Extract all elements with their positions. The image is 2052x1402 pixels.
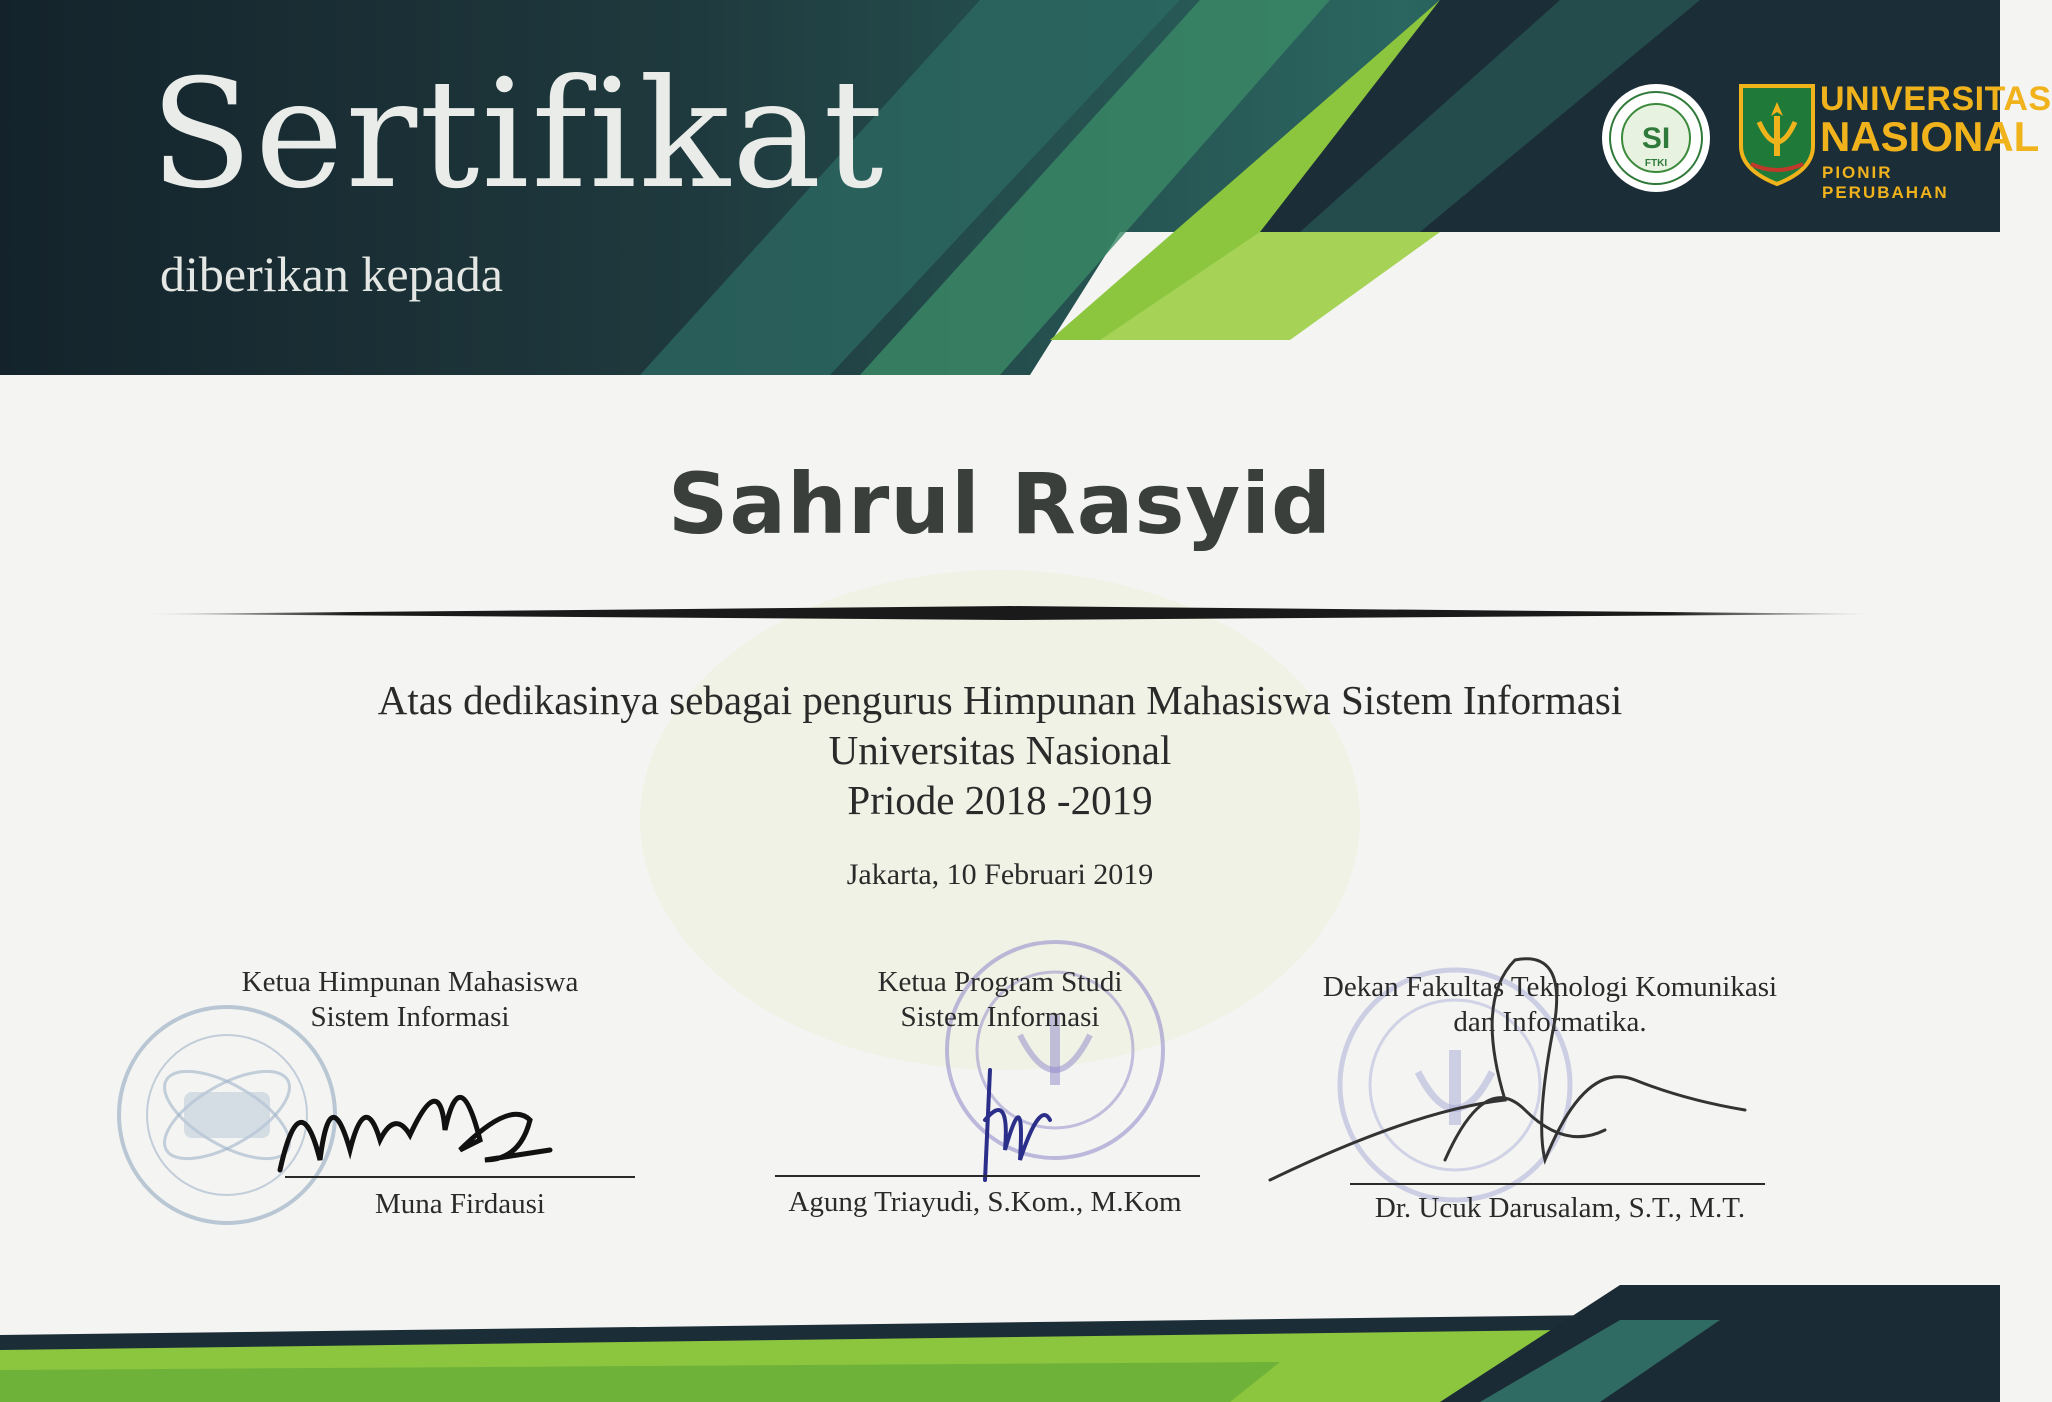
dedication-line-3: Priode 2018 -2019: [847, 777, 1153, 823]
signatory-3-signature: [1265, 940, 1765, 1190]
signatory-1-title: [160, 965, 660, 1035]
signatory-2-signature: [970, 1060, 1070, 1190]
certificate-title: Sertifikat: [150, 48, 886, 222]
dedication-line-2: Universitas Nasional: [828, 727, 1172, 773]
ftki-logo-label: SI: [1641, 122, 1671, 155]
certificate-subtitle: diberikan kepada: [160, 246, 503, 302]
university-tagline: PIONIR PERUBAHAN: [1822, 163, 1949, 202]
signatory-2-title-line-2: Sistem Informasi: [900, 1000, 1100, 1033]
recipient-name: Sahrul Rasyid: [667, 455, 1333, 553]
university-name-line2: NASIONAL: [1820, 113, 2040, 160]
ftki-logo: [1600, 82, 1712, 194]
signatory-1-signature: [270, 1040, 570, 1180]
signatory-1-name: Muna Firdausi: [375, 1188, 545, 1220]
university-shield-logo: [1737, 82, 1817, 186]
signatory-3-title-line-2: dan Informatika.: [1453, 1005, 1647, 1038]
signatory-2-line: [775, 1175, 1200, 1177]
university-name-line1: UNIVERSITAS: [1820, 80, 2052, 118]
place-and-date: Jakarta, 10 Februari 2019: [846, 858, 1154, 891]
dedication-line-1: Atas dedikasinya sebagai pengurus Himpunan Mahasiswa Sistem Informasi: [377, 677, 1623, 723]
signatory-3-title-line-1: Dekan Fakultas Teknologi Komunikasi: [1322, 971, 1778, 1003]
signatory-2-name: Agung Triayudi, S.Kom., M.Kom: [788, 1186, 1182, 1218]
signatory-2-title-line-1: Ketua Program Studi: [877, 966, 1123, 998]
signatory-3-line: [1350, 1183, 1765, 1185]
signatory-1-title-line-1: Ketua Himpunan Mahasiswa: [241, 966, 579, 998]
signatory-2-title: [750, 965, 1250, 1035]
divider-rule: [140, 606, 1880, 620]
signatory-3-name: Dr. Ucuk Darusalam, S.T., M.T.: [1374, 1192, 1746, 1224]
signatory-1-title-line-2: Sistem Informasi: [310, 1000, 510, 1033]
ftki-logo-text: FTKI: [1644, 158, 1668, 169]
signatory-1-line: [285, 1176, 635, 1178]
